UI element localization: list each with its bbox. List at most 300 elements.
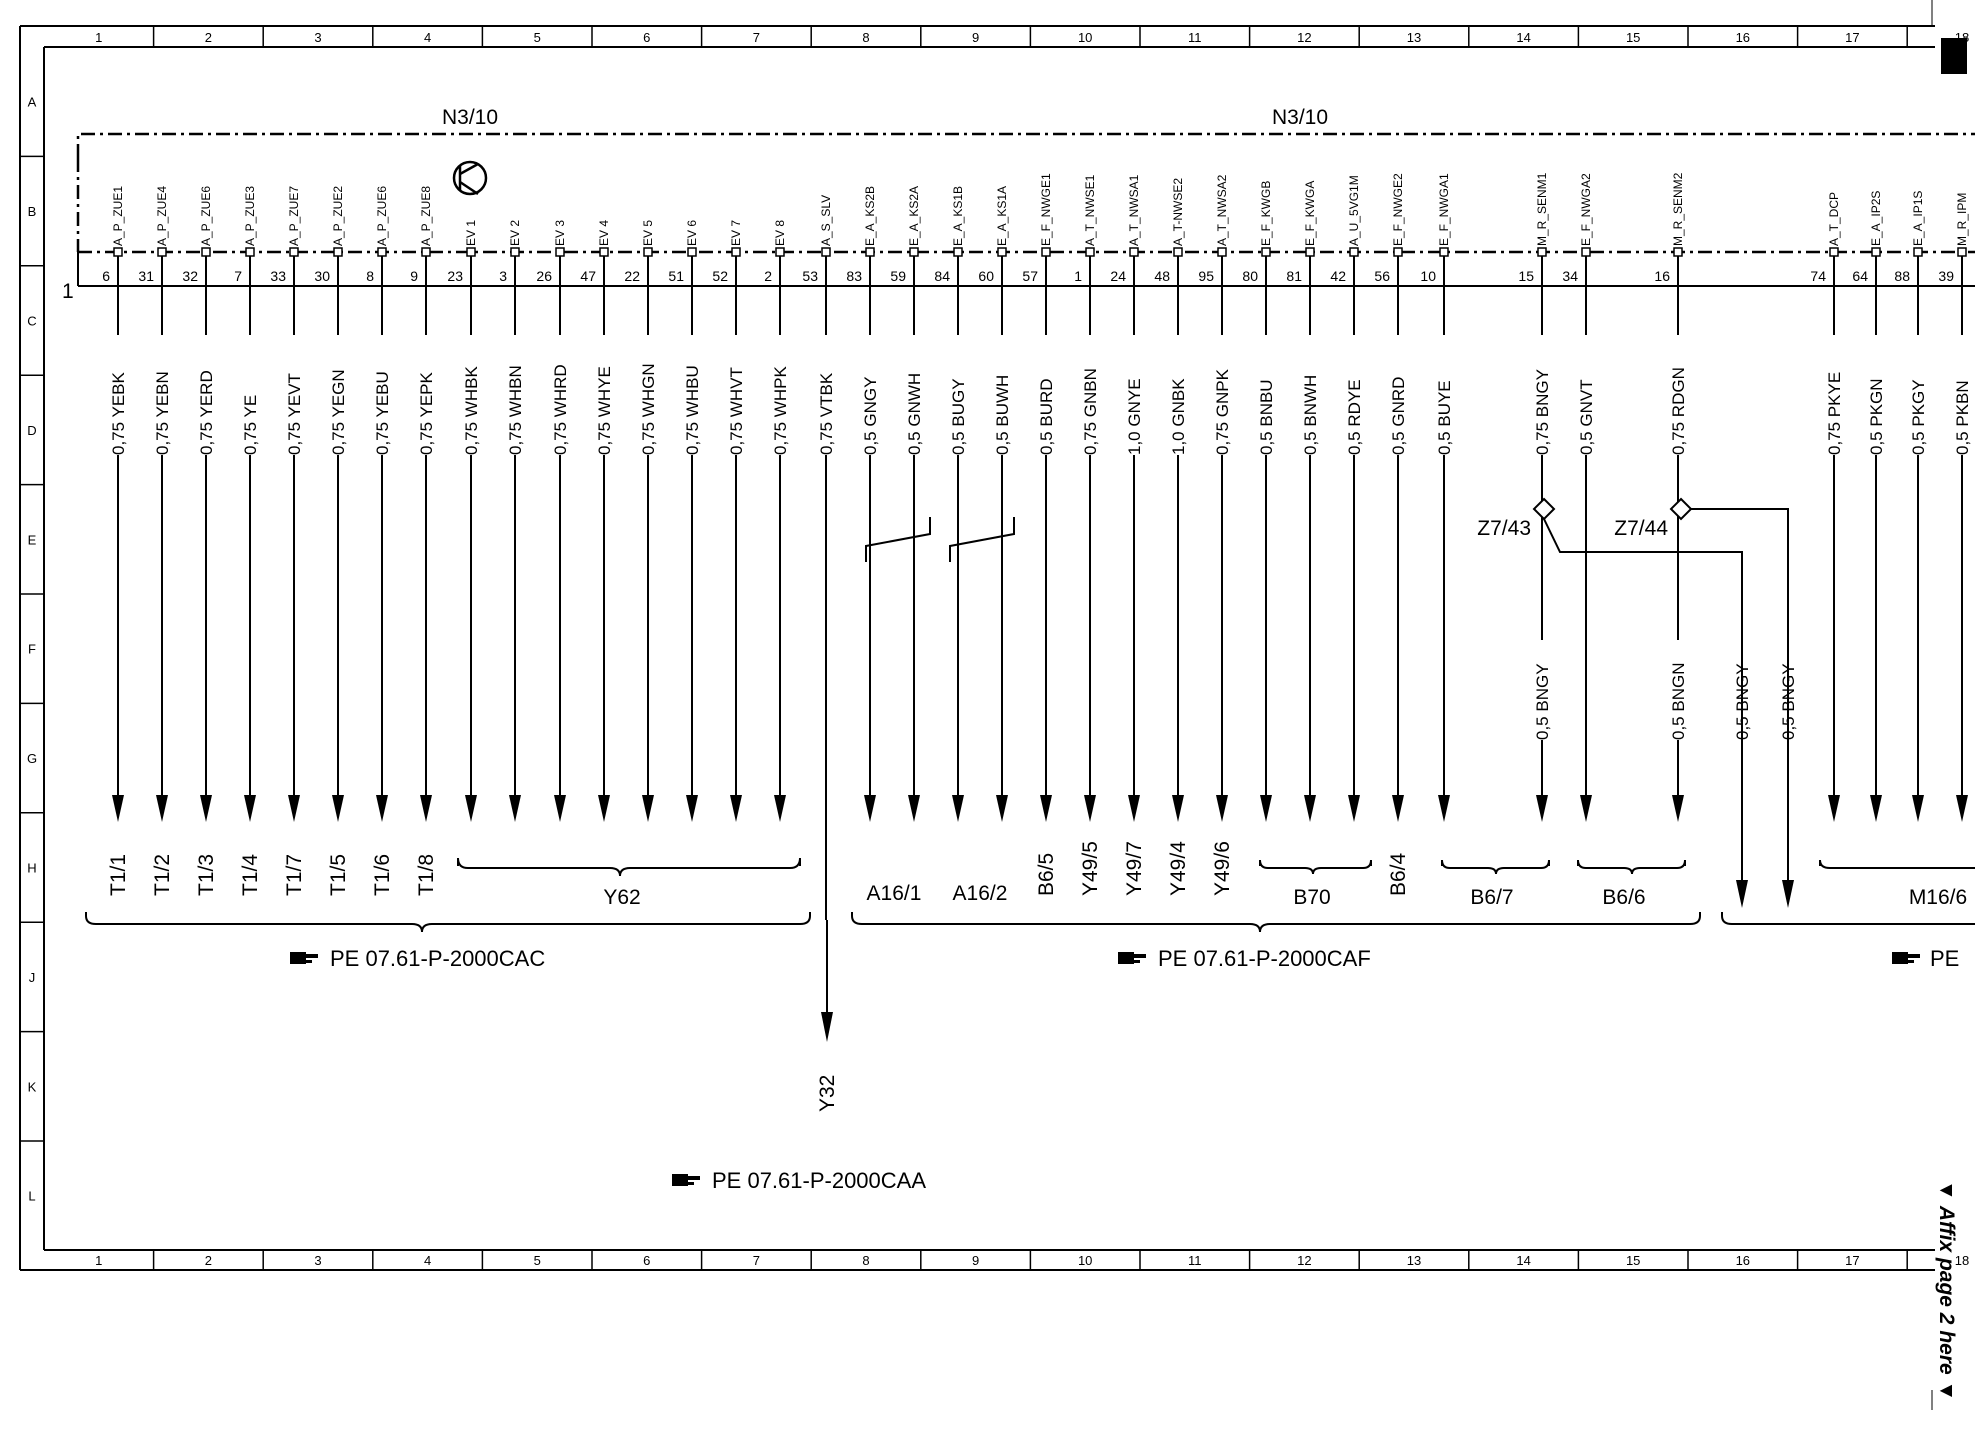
pin-signal-name: A_T_NWSA2 bbox=[1215, 174, 1229, 246]
pin-signal-name: E_A_KS2A bbox=[907, 185, 921, 246]
lower-wire-label: 0,5 BNGY bbox=[1779, 663, 1798, 740]
pin-53-group bbox=[802, 195, 836, 920]
pin-24-group bbox=[1110, 174, 1144, 822]
pin-signal-name: E_F_NWGA1 bbox=[1437, 173, 1451, 246]
wire-arrow bbox=[465, 795, 477, 822]
pin-number: 53 bbox=[802, 268, 818, 284]
pin-number: 84 bbox=[934, 268, 950, 284]
pin-socket bbox=[246, 248, 254, 256]
pin-60-group bbox=[978, 186, 1012, 822]
column-number-top: 8 bbox=[862, 30, 870, 45]
pin-socket bbox=[422, 248, 430, 256]
reference-caa bbox=[672, 1168, 926, 1193]
pin-socket bbox=[1440, 248, 1448, 256]
pin-number: 7 bbox=[234, 268, 242, 284]
reference-text-caa: PE 07.61-P-2000CAA bbox=[712, 1168, 927, 1193]
component-label: Y49/4 bbox=[1167, 841, 1190, 896]
pin-number: 33 bbox=[270, 268, 286, 284]
pin-number: 81 bbox=[1286, 268, 1302, 284]
wire-color-label: 0,75 WHGN bbox=[639, 363, 658, 455]
pin-signal-name: A_P_ZUE1 bbox=[111, 185, 125, 246]
wire-arrow bbox=[288, 795, 300, 822]
pin-socket bbox=[1350, 248, 1358, 256]
pin-number: 48 bbox=[1154, 268, 1170, 284]
pin-number: 1 bbox=[1074, 268, 1082, 284]
column-number-bottom: 5 bbox=[533, 1253, 541, 1268]
component-label: T1/5 bbox=[327, 853, 350, 896]
pin-socket bbox=[998, 248, 1006, 256]
pin-number: 32 bbox=[182, 268, 198, 284]
pin-34-group bbox=[1562, 173, 1596, 822]
pin-signal-name: E_F_KWGB bbox=[1259, 180, 1273, 246]
pin-42-group bbox=[1330, 175, 1364, 822]
lower-wire-label: 0,5 BNGY bbox=[1533, 663, 1552, 740]
pin-signal-name: A_T_NWSE1 bbox=[1083, 174, 1097, 246]
pin-number: 3 bbox=[499, 268, 507, 284]
component-label-a16-1: A16/1 bbox=[866, 882, 922, 905]
pin-number: 26 bbox=[536, 268, 552, 284]
wire-arrow bbox=[1580, 795, 1592, 822]
pin-socket bbox=[1830, 248, 1838, 256]
pins-layer bbox=[102, 172, 1972, 920]
wire-arrow bbox=[112, 795, 124, 822]
component-label: B6/4 bbox=[1387, 852, 1410, 896]
pin-30-group bbox=[314, 186, 348, 822]
transistor-symbol-icon bbox=[454, 162, 486, 194]
column-number-bottom: 15 bbox=[1625, 1253, 1641, 1268]
pin-signal-name: A_T-NWSE2 bbox=[1171, 177, 1185, 246]
pin-9-group bbox=[410, 186, 436, 822]
pin-signal-name: EV 4 bbox=[597, 219, 611, 246]
pin-22-group bbox=[624, 220, 658, 822]
pin-socket bbox=[1872, 248, 1880, 256]
component-label: Y49/7 bbox=[1123, 841, 1146, 896]
pin-7-group bbox=[234, 186, 260, 822]
component-label-y32: Y32 bbox=[816, 1074, 839, 1112]
column-number-top: 7 bbox=[752, 30, 761, 45]
pin-socket bbox=[1130, 248, 1138, 256]
row-letter: L bbox=[28, 1188, 36, 1204]
wire-arrow bbox=[730, 795, 742, 822]
pin-31-group bbox=[138, 186, 172, 822]
wire-color-label: 0,5 PKGN bbox=[1867, 378, 1886, 455]
wire-color-label: 0,75 YEVT bbox=[285, 373, 304, 455]
pin-socket bbox=[467, 248, 475, 256]
pin-number: 52 bbox=[712, 268, 728, 284]
component-label: Y49/5 bbox=[1079, 841, 1102, 896]
splice-label-z7-43: Z7/43 bbox=[1477, 517, 1531, 540]
control-unit-n3-10 bbox=[62, 106, 1975, 303]
pin-6-group bbox=[102, 186, 128, 822]
hand-pointer-icon bbox=[1118, 952, 1146, 964]
drawing-frame bbox=[20, 0, 1935, 1410]
wire-arrow bbox=[1672, 795, 1684, 822]
pin-socket bbox=[114, 248, 122, 256]
component-label: T1/1 bbox=[107, 853, 130, 896]
column-number-bottom: 14 bbox=[1516, 1253, 1531, 1268]
component-label: T1/6 bbox=[371, 853, 394, 896]
pin-signal-name: EV 7 bbox=[729, 219, 743, 246]
wire-arrow bbox=[1828, 795, 1840, 822]
column-number-top: 3 bbox=[314, 30, 322, 45]
component-label-b70: B70 bbox=[1293, 886, 1331, 909]
wire-arrow bbox=[156, 795, 168, 822]
module-label-right: N3/10 bbox=[1271, 106, 1329, 129]
pin-signal-name: A_P_ZUE7 bbox=[287, 185, 301, 246]
pin-socket bbox=[688, 248, 696, 256]
pin-signal-name: M_R_SENM1 bbox=[1535, 172, 1549, 246]
wire-arrow bbox=[1304, 795, 1316, 822]
wire-color-label: 0,75 WHBK bbox=[462, 366, 481, 455]
pin-51-group bbox=[668, 220, 702, 822]
column-number-bottom: 12 bbox=[1297, 1253, 1312, 1268]
pin-socket bbox=[1042, 248, 1050, 256]
wire-color-label: 0,5 BNWH bbox=[1301, 374, 1320, 455]
pin-52-group bbox=[712, 220, 746, 822]
pin-number: 42 bbox=[1330, 268, 1346, 284]
wire-arrow bbox=[1438, 795, 1450, 822]
pin-signal-name: M_R_SENM2 bbox=[1671, 172, 1685, 246]
column-number-top: 2 bbox=[204, 30, 213, 45]
wire-color-label: 0,75 YEBK bbox=[109, 372, 128, 455]
wire-arrow bbox=[1040, 795, 1052, 822]
pin-number: 16 bbox=[1654, 268, 1670, 284]
wire-arrow bbox=[244, 795, 256, 822]
pin-signal-name: A_P_ZUE3 bbox=[243, 185, 257, 246]
wire-arrow bbox=[1260, 795, 1272, 822]
pin-socket bbox=[378, 248, 386, 256]
module-label-left: N3/10 bbox=[441, 106, 499, 129]
pin-83-group bbox=[846, 186, 880, 822]
row-letter: H bbox=[27, 860, 37, 876]
component-labels bbox=[107, 841, 1967, 1112]
pin-socket bbox=[290, 248, 298, 256]
wire-color-label: 0,5 BUGY bbox=[949, 378, 968, 455]
component-label-m16-6: M16/6 bbox=[1908, 886, 1968, 909]
pin-signal-name: EV 5 bbox=[641, 219, 655, 246]
reference-text-right: PE bbox=[1930, 946, 1960, 971]
pin-number: 34 bbox=[1562, 268, 1578, 284]
pin-signal-name: EV 2 bbox=[508, 219, 522, 246]
pin-number: 2 bbox=[764, 268, 772, 284]
pin-socket bbox=[954, 248, 962, 256]
pin-signal-name: E_F_NWGE2 bbox=[1391, 173, 1405, 246]
wire-color-label: 0,75 WHPK bbox=[771, 366, 790, 455]
wire-arrow bbox=[1956, 795, 1968, 822]
pin-signal-name: A_U_5VG1M bbox=[1347, 175, 1361, 246]
lower-wire-label: 0,5 BNGN bbox=[1669, 662, 1688, 740]
wire-color-label: 0,75 VTBK bbox=[817, 372, 836, 455]
column-number-bottom: 11 bbox=[1188, 1253, 1202, 1268]
wire-color-label: 0,75 YEPK bbox=[417, 372, 436, 455]
affix-note: ▼ Affix page 2 here ▼ bbox=[1935, 1180, 1958, 1402]
pin-26-group bbox=[536, 220, 570, 822]
pin-57-group bbox=[1022, 173, 1056, 822]
pin-number: 74 bbox=[1810, 268, 1826, 284]
column-number-top: 10 bbox=[1077, 30, 1093, 45]
pin-socket bbox=[1218, 248, 1226, 256]
pin-33-group bbox=[270, 186, 304, 822]
wire-arrow bbox=[1392, 795, 1404, 822]
pin-number: 56 bbox=[1374, 268, 1390, 284]
wire-color-label: 0,5 GNWH bbox=[905, 372, 924, 455]
pin-10-group bbox=[1420, 173, 1454, 822]
pin-number: 88 bbox=[1894, 268, 1910, 284]
column-number-bottom: 1 bbox=[95, 1253, 103, 1268]
wire-color-label: 0,75 YEBU bbox=[373, 371, 392, 455]
pin-81-group bbox=[1286, 181, 1320, 822]
wire-arrow bbox=[1216, 795, 1228, 822]
pin-number: 8 bbox=[366, 268, 374, 284]
pin-39-group bbox=[1938, 193, 1972, 822]
wire-arrow bbox=[774, 795, 786, 822]
wire-arrow bbox=[1736, 880, 1748, 908]
column-number-top: 9 bbox=[971, 30, 980, 45]
pin-number: 24 bbox=[1110, 268, 1126, 284]
column-number-bottom: 7 bbox=[752, 1253, 761, 1268]
pin-signal-name: EV 3 bbox=[553, 219, 567, 246]
column-number-top: 4 bbox=[423, 30, 432, 45]
column-number-top: 17 bbox=[1845, 30, 1860, 45]
wire-color-label: 0,5 BUWH bbox=[993, 374, 1012, 455]
row-letter: C bbox=[27, 313, 37, 329]
wire-arrow bbox=[686, 795, 698, 822]
column-number-bottom: 4 bbox=[423, 1253, 432, 1268]
column-number-top: 12 bbox=[1297, 30, 1312, 45]
column-number-bottom: 17 bbox=[1845, 1253, 1860, 1268]
component-label: T1/7 bbox=[283, 853, 306, 896]
wire-arrow bbox=[509, 795, 521, 822]
pin-23-group bbox=[447, 220, 481, 822]
pin-number: 9 bbox=[410, 268, 418, 284]
component-label: Y49/6 bbox=[1211, 841, 1234, 896]
wire-color-label: 1,0 GNYE bbox=[1125, 378, 1144, 455]
pin-number: 51 bbox=[668, 268, 684, 284]
column-number-bottom: 13 bbox=[1406, 1253, 1422, 1268]
pin-socket bbox=[822, 248, 830, 256]
splice-z7-44 bbox=[1614, 499, 1691, 540]
column-number-top: 13 bbox=[1406, 30, 1422, 45]
pin-number: 59 bbox=[890, 268, 906, 284]
wire-color-label: 0,75 YEGN bbox=[329, 369, 348, 455]
column-number-bottom: 10 bbox=[1077, 1253, 1093, 1268]
wire-arrow bbox=[598, 795, 610, 822]
pin-socket bbox=[334, 248, 342, 256]
wire-color-label: 0,5 PKBN bbox=[1953, 380, 1972, 455]
row-letter: D bbox=[27, 422, 37, 438]
pin-signal-name: E_F_KWGA bbox=[1303, 180, 1317, 246]
pin-number: 57 bbox=[1022, 268, 1038, 284]
pin-socket bbox=[158, 248, 166, 256]
pin-socket bbox=[732, 248, 740, 256]
pin-number: 64 bbox=[1852, 268, 1868, 284]
pin-signal-name: A_P_ZUE6 bbox=[375, 185, 389, 246]
wire-color-label: 0,75 WHYE bbox=[595, 366, 614, 455]
reference-cac bbox=[290, 946, 545, 971]
wire-color-label: 0,75 RDGN bbox=[1669, 367, 1688, 455]
lower-wire-label: 0,5 BNGY bbox=[1733, 663, 1752, 740]
wire-color-label: 0,5 BUYE bbox=[1435, 380, 1454, 455]
wire-arrow bbox=[1348, 795, 1360, 822]
wire-color-label: 0,75 PKYE bbox=[1825, 371, 1844, 455]
hand-pointer-icon bbox=[1892, 952, 1920, 964]
pin-socket bbox=[1582, 248, 1590, 256]
reference-right bbox=[1892, 946, 1959, 971]
row-letter: E bbox=[27, 532, 37, 548]
wire-y32 bbox=[821, 920, 833, 1042]
wire-arrow bbox=[1870, 795, 1882, 822]
wire-arrow bbox=[200, 795, 212, 822]
column-number-bottom: 18 bbox=[1954, 1253, 1970, 1268]
pin-number: 83 bbox=[846, 268, 862, 284]
pin-socket bbox=[1174, 248, 1182, 256]
pin-8-group bbox=[366, 186, 392, 822]
pin-signal-name: A_P_ZUE8 bbox=[419, 185, 433, 246]
pin-signal-name: E_A_IP1S bbox=[1911, 190, 1925, 246]
wire-color-label: 0,5 BNBU bbox=[1257, 379, 1276, 455]
pin-signal-name: EV 8 bbox=[773, 219, 787, 246]
reference-text-cac: PE 07.61-P-2000CAC bbox=[330, 946, 546, 971]
column-number-top: 6 bbox=[643, 30, 651, 45]
component-label-b6-6: B6/6 bbox=[1602, 886, 1646, 909]
column-number-bottom: 8 bbox=[862, 1253, 870, 1268]
wire-arrow bbox=[1912, 795, 1924, 822]
wire-color-label: 0,5 BURD bbox=[1037, 378, 1056, 455]
column-number-top: 18 bbox=[1954, 30, 1970, 45]
pin-signal-name: A_P_ZUE6 bbox=[199, 185, 213, 246]
reference-text-caf: PE 07.61-P-2000CAF bbox=[1158, 946, 1371, 971]
component-label: T1/4 bbox=[239, 853, 262, 896]
pin-number: 23 bbox=[447, 268, 463, 284]
connector-label: 1 bbox=[62, 280, 74, 303]
wire-arrow bbox=[1172, 795, 1184, 822]
column-number-top: 15 bbox=[1625, 30, 1641, 45]
wire-color-label: 0,75 GNPK bbox=[1213, 369, 1232, 455]
wire-color-label: 0,5 RDYE bbox=[1345, 379, 1364, 455]
component-label-b6-7: B6/7 bbox=[1470, 886, 1514, 909]
pin-signal-name: A_P_ZUE2 bbox=[331, 185, 345, 246]
pin-59-group bbox=[890, 186, 924, 822]
pin-socket bbox=[910, 248, 918, 256]
wire-color-label: 0,75 YE bbox=[241, 394, 260, 455]
wire-color-label: 0,75 YERD bbox=[197, 370, 216, 455]
wire-arrow bbox=[952, 795, 964, 822]
pin-signal-name: M_R_IPM bbox=[1955, 192, 1969, 246]
pin-signal-name: E_A_KS1B bbox=[951, 185, 965, 246]
pin-number: 80 bbox=[1242, 268, 1258, 284]
pin-number: 95 bbox=[1198, 268, 1214, 284]
pin-56-group bbox=[1374, 173, 1408, 822]
wire-arrow bbox=[1128, 795, 1140, 822]
pin-socket bbox=[202, 248, 210, 256]
row-letter: F bbox=[28, 641, 36, 657]
pin-signal-name: A_T_DCP bbox=[1827, 191, 1841, 246]
row-letter: B bbox=[27, 204, 37, 220]
pin-signal-name: EV 1 bbox=[464, 219, 478, 246]
column-number-bottom: 2 bbox=[204, 1253, 213, 1268]
hand-pointer-icon bbox=[290, 952, 318, 964]
pin-socket bbox=[866, 248, 874, 256]
wire-arrow bbox=[332, 795, 344, 822]
pin-number: 30 bbox=[314, 268, 330, 284]
group-brackets bbox=[86, 858, 1975, 932]
component-label: T1/2 bbox=[151, 853, 174, 896]
wire-color-label: 0,5 PKGY bbox=[1909, 379, 1928, 455]
wire-color-label: 0,5 GNVT bbox=[1577, 379, 1596, 455]
pin-socket bbox=[644, 248, 652, 256]
column-number-top: 5 bbox=[533, 30, 541, 45]
pin-signal-name: EV 6 bbox=[685, 219, 699, 246]
pin-socket bbox=[1538, 248, 1546, 256]
shield-marks bbox=[866, 517, 1014, 562]
column-number-top: 14 bbox=[1516, 30, 1531, 45]
component-label-y62: Y62 bbox=[603, 886, 641, 909]
pin-socket bbox=[1086, 248, 1094, 256]
pin-number: 31 bbox=[138, 268, 154, 284]
component-label: T1/3 bbox=[195, 853, 218, 896]
column-number-top: 11 bbox=[1188, 30, 1202, 45]
row-letter: G bbox=[26, 751, 38, 767]
row-letter: A bbox=[27, 94, 37, 110]
pin-number: 47 bbox=[580, 268, 596, 284]
pin-signal-name: E_A_KS1A bbox=[995, 185, 1009, 246]
pin-84-group bbox=[934, 186, 968, 822]
pin-number: 10 bbox=[1420, 268, 1436, 284]
pin-number: 6 bbox=[102, 268, 110, 284]
wire-color-label: 0,75 WHBU bbox=[683, 365, 702, 455]
wire-color-label: 0,75 WHVT bbox=[727, 367, 746, 455]
pin-signal-name: A_P_ZUE4 bbox=[155, 185, 169, 246]
wire-arrow bbox=[996, 795, 1008, 822]
column-number-bottom: 6 bbox=[643, 1253, 651, 1268]
pin-signal-name: E_A_IP2S bbox=[1869, 190, 1883, 246]
pin-socket bbox=[1674, 248, 1682, 256]
pin-48-group bbox=[1154, 178, 1188, 822]
pin-number: 22 bbox=[624, 268, 640, 284]
pin-95-group bbox=[1198, 174, 1232, 822]
pin-socket bbox=[1958, 248, 1966, 256]
wire-arrow bbox=[1782, 880, 1794, 908]
splice-label-z7-44: Z7/44 bbox=[1614, 517, 1668, 540]
row-letter: K bbox=[27, 1079, 37, 1095]
pin-number: 39 bbox=[1938, 268, 1954, 284]
pin-socket bbox=[1914, 248, 1922, 256]
wire-arrow bbox=[642, 795, 654, 822]
pin-socket bbox=[511, 248, 519, 256]
component-label-a16-2: A16/2 bbox=[952, 882, 1008, 905]
lower-wire bbox=[1669, 640, 1688, 740]
wire-color-label: 0,75 BNGY bbox=[1533, 369, 1552, 455]
component-label: B6/5 bbox=[1035, 852, 1058, 896]
wire-arrow bbox=[1084, 795, 1096, 822]
pin-socket bbox=[1306, 248, 1314, 256]
pin-32-group bbox=[182, 186, 216, 822]
pin-socket bbox=[776, 248, 784, 256]
row-letter: J bbox=[28, 969, 36, 985]
pin-number: 60 bbox=[978, 268, 994, 284]
hand-pointer-icon bbox=[672, 1174, 700, 1186]
pin-signal-name: E_A_KS2B bbox=[863, 185, 877, 246]
wire-color-label: 0,75 WHRD bbox=[551, 364, 570, 455]
wire-color-label: 0,5 GNRD bbox=[1389, 376, 1408, 455]
column-number-bottom: 16 bbox=[1735, 1253, 1751, 1268]
wire-arrow bbox=[908, 795, 920, 822]
pin-80-group bbox=[1242, 181, 1276, 822]
pin-socket bbox=[556, 248, 564, 256]
column-number-top: 1 bbox=[95, 30, 103, 45]
wire-arrow bbox=[420, 795, 432, 822]
wire-color-label: 1,0 GNBK bbox=[1169, 378, 1188, 455]
